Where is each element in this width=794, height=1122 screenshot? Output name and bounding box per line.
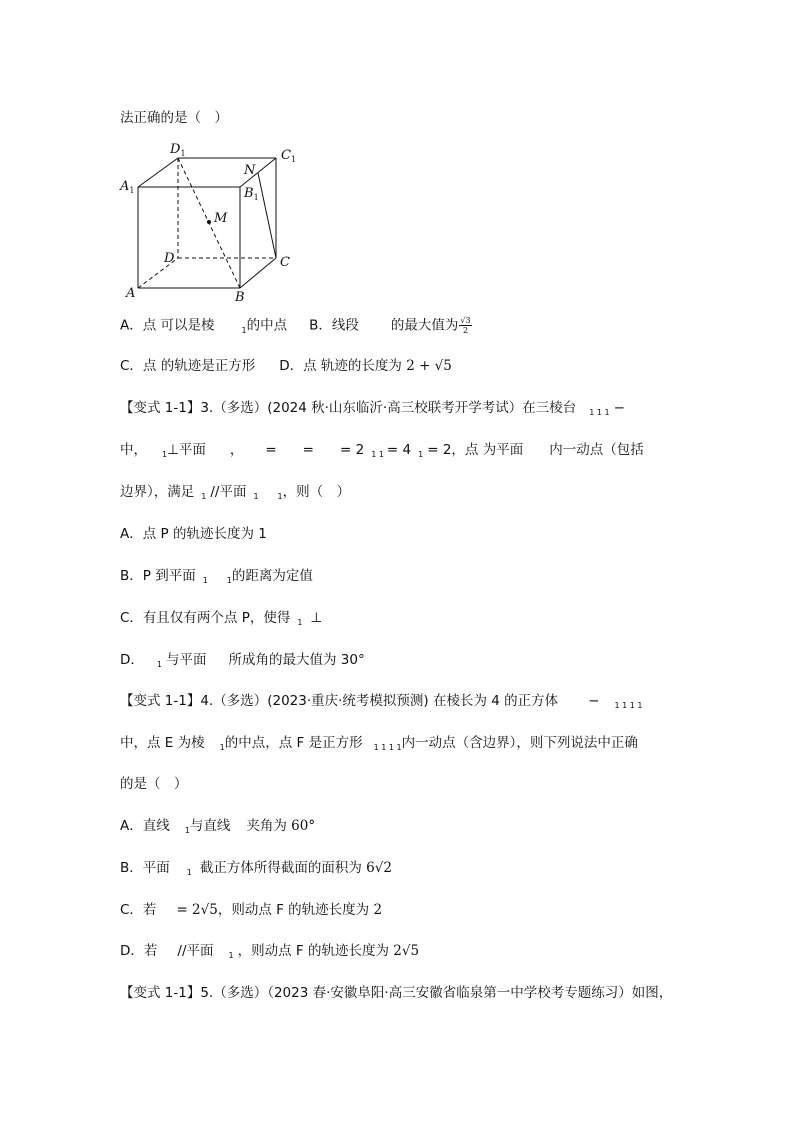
q3-optB-sub2: 1: [226, 576, 232, 585]
q4-optD-pre: D．若: [120, 943, 158, 959]
q3-optC-post: ⊥: [310, 610, 323, 626]
prev-optA-post: 的中点: [246, 317, 288, 334]
q3-l2-sub1: 1: [162, 450, 168, 459]
q3-l3-a: 边界），满足: [120, 484, 195, 500]
q3-l2-sub2: 1 1: [371, 450, 384, 459]
label-M: M: [214, 211, 228, 226]
q3-option-B: [120, 567, 313, 590]
q3-l3-sub3: 1: [277, 492, 283, 501]
q4-option-A: [120, 817, 315, 840]
q3-l3-sub2: 1: [253, 492, 259, 501]
q4-optD-mid: //平面: [177, 943, 214, 959]
edge-A1D1: [138, 158, 178, 187]
q4-optD-sub: 1: [228, 951, 234, 960]
q4-optC-math1: = 2√5: [176, 902, 218, 918]
q4-optB-mid: 截正方体所得截面的面积为: [199, 860, 362, 876]
q3-optD-post: 所成角的最大值为 30°: [228, 652, 365, 668]
edge-BC: [240, 258, 276, 288]
q3-l2-a: 中，: [120, 442, 147, 458]
q3-optC-pre: C．有且仅有两个点 P，使得: [120, 610, 291, 626]
q3-line2: [120, 441, 644, 464]
q4-line3: [120, 775, 188, 793]
q5-heading: 【变式 1-1】5.（多选）（2023 春·安徽阜阳·高三安徽省临泉第一中学校考专题练习）如图，: [120, 985, 673, 1001]
q4-heading: 【变式 1-1】4.（多选）(2023·重庆·统考模拟预测) 在棱长为 4 的正方体: [120, 693, 559, 709]
q3-heading: 【变式 1-1】3.（多选）(2024 秋·山东临沂·高三校联考开学考试）在三棱台: [120, 400, 577, 416]
q4-optC-math2: 2: [373, 902, 383, 918]
label-C: C: [280, 255, 290, 270]
q5-line1: [120, 984, 672, 1002]
q4-optD-post: ，则动点 F 的轨迹长度为: [237, 943, 389, 959]
q3-optC-sub: 1: [297, 618, 303, 627]
q4-optB-sub: 1: [186, 868, 192, 877]
q4-dash: −: [588, 693, 600, 709]
label-A: A: [126, 286, 136, 301]
q4-optA-pre: A．直线: [120, 818, 170, 834]
cube-figure: [118, 140, 303, 308]
q4-l2-sub1: 1: [219, 743, 225, 752]
q4-optB-pre: B．平面: [120, 860, 170, 876]
q3-l2-d: =: [265, 442, 277, 458]
q4-optA-post: 夹角为: [246, 818, 287, 834]
q4-option-C: [120, 901, 382, 919]
prev-option-C-D: [120, 357, 452, 375]
q4-line1: [120, 692, 642, 715]
q3-l2-b: ⊥平面: [167, 442, 206, 458]
prev-option-A-B: [120, 316, 472, 340]
label-A1: $A_1$: [120, 179, 135, 195]
prev-optB-text: B．线段: [309, 317, 359, 334]
q3-optB-post: 的距离为定值: [231, 568, 313, 584]
q3-l2-sub3: 1: [418, 450, 424, 459]
q3-l2-h: = 2，点 为平面: [427, 442, 524, 458]
q3-optA-text: A．点 P 的轨迹长度为 1: [120, 526, 267, 542]
label-B: B: [235, 290, 245, 305]
q3-optD-pre: D．: [120, 652, 144, 668]
q3-dash: −: [613, 400, 625, 416]
q4-l2-sub2: 1 1 1 1: [373, 743, 402, 752]
q4-optA-sub: 1: [184, 826, 190, 835]
q4-l3: 的是（ ）: [120, 776, 188, 792]
q3-option-D: [120, 651, 365, 674]
q3-l2-g: = 4: [386, 442, 412, 458]
q3-option-A: [120, 525, 267, 543]
q3-l3-b: //平面: [210, 484, 247, 500]
q4-l2-a: 中，点 E 为棱: [120, 735, 205, 751]
q3-l3-sub1: 1: [201, 492, 207, 501]
q4-line2: [120, 734, 638, 757]
header-line: [120, 109, 228, 127]
label-C1: $C_1$: [281, 148, 297, 164]
prev-optD-math: 2 + √5: [406, 358, 452, 374]
q3-line3: [120, 483, 350, 506]
q4-optC-pre: C．若: [120, 902, 157, 918]
prev-optA-sub: 1: [241, 325, 247, 335]
q3-option-C: [120, 609, 322, 632]
q4-optC-mid: ，则动点 F 的轨迹长度为: [217, 902, 370, 918]
label-D1: $D_1$: [170, 142, 186, 158]
q4-optB-math: 6√2: [366, 860, 392, 876]
prev-optD-text: D．点 轨迹的长度为: [279, 358, 402, 374]
q3-l2-e: =: [302, 442, 314, 458]
q4-option-D: [120, 942, 419, 965]
label-D: D: [164, 251, 175, 266]
prev-optC-text: C．点 的轨迹是正方形: [120, 358, 256, 374]
q3-l3-c: ，则（ ）: [282, 484, 351, 500]
prev-optB-mid: 的最大值为: [390, 317, 459, 334]
q4-optA-mid: 与直线: [189, 818, 231, 834]
q3-l2-i: 内一动点（包括: [549, 442, 644, 458]
q4-optD-math: 2√5: [393, 943, 420, 959]
q4-subs: 1 1 1 1: [614, 701, 643, 710]
q4-l2-b: 的中点，点 F 是正方形: [224, 735, 363, 751]
q3-subs: 1 1 1: [589, 408, 610, 417]
label-B1: $B_1$: [244, 186, 259, 202]
header-text: 法正确的是（ ）: [120, 110, 228, 126]
q3-optD-mid: 与平面: [166, 652, 207, 668]
label-N: N: [244, 163, 256, 178]
point-M: [207, 220, 211, 224]
frac-sqrt3-over-2: $\frac{√3}{2}$: [460, 316, 471, 335]
q3-line1: [120, 399, 625, 422]
q3-optB-pre: B．P 到平面: [120, 568, 196, 584]
q4-optA-math: 60°: [291, 818, 316, 834]
q3-l2-f: = 2: [339, 442, 365, 458]
q3-optB-sub1: 1: [202, 576, 208, 585]
segment-NC: [258, 173, 276, 258]
q4-l2-c: 内一动点（含边界），则下列说法中正确: [401, 735, 638, 751]
q4-option-B: [120, 859, 392, 882]
prev-optA-text: A．点 可以是棱: [120, 317, 215, 334]
q3-optD-sub: 1: [156, 660, 162, 669]
q3-l2-c: ，: [229, 442, 244, 458]
